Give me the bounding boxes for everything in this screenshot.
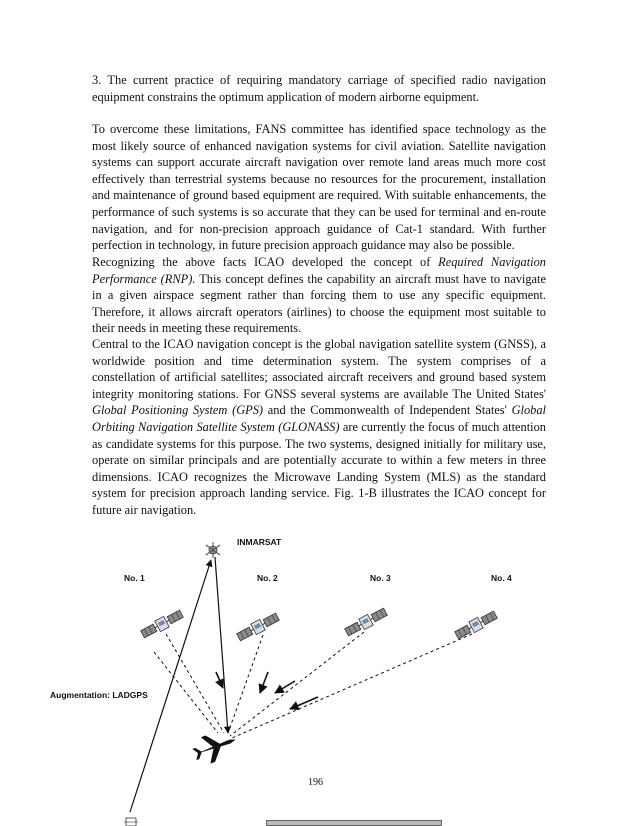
signal-line-sat-4 <box>232 634 472 738</box>
ground-to-inmarsat-link <box>130 560 211 812</box>
gnss-satellite-1-icon <box>140 608 184 639</box>
aircraft-icon <box>190 726 241 767</box>
direction-arrow-3 <box>275 681 295 693</box>
gnss-satellite-4-icon <box>454 609 498 640</box>
paragraph-mandatory-carriage: 3. The current practice of requiring mandatory carriage of specified radio navigation equipment constrains the optimum application of modern airborne equipment. <box>92 73 546 104</box>
signal-line-sat-3 <box>230 632 364 736</box>
glonass-term: Global Orbiting Navigation Satellite System (GLONASS) <box>92 403 546 434</box>
direction-arrow-4 <box>290 697 318 709</box>
satellite-label-3: No. 3 <box>370 573 391 583</box>
gnss-satellite-2-icon <box>236 611 280 642</box>
rnp-term: Required Navigation Performance (RNP). <box>92 255 547 286</box>
inmarsat-label: INMARSAT <box>237 537 282 547</box>
satellite-label-1: No. 1 <box>124 573 145 583</box>
direction-arrow-2 <box>260 672 268 693</box>
signal-line-sat-2 <box>228 635 263 733</box>
rnp-text-after: This concept defines the capability an aircraft must have to navigate in a given airspace segment rather than forcing them to use any specific equipment. Therefore, it allows aircraft operators (airlines) to choose the equipment most suitable to their needs in meeting these requirements. <box>92 271 546 336</box>
augmentation-label: Augmentation: LADGPS <box>50 690 148 700</box>
bottom-bar <box>266 820 442 826</box>
gps-term: Global Positioning System (GPS) <box>92 403 264 418</box>
gnss-text-3: are currently the focus of much attention as candidate systems for this purpose. The two systems, designed initially for military use, operate on similar principals and are potentially accurate to within a few meters in three dimensions. ICAO recognizes the Microwave Landing System (MLS) as the standard system for precision approach landing service. Fig. 1-B illustrates the ICAO concept for future air navigation. <box>92 419 547 517</box>
ground-station-icon <box>124 818 138 826</box>
direction-arrow-1 <box>216 672 223 688</box>
signal-line-sat-1 <box>166 634 224 733</box>
paragraph-space-technology: To overcome these limitations, FANS committee has identified space technology as the most likely source of enhanced navigation systems for civil aviation. Satellite navigation systems can support accurate aircraft navigation over remote land areas much more cost effectively than terrestrial systems because no resources for the procurement, installation and maintenance of ground based equipment are required. With suitable enhancements, the performance of such systems is so accurate that they can be used for terminal and en-route navigation, and for non-precision approach guidance of Cat-1 standard. With further perfection in technology, in future precision approach guidance may also be possible. <box>92 122 546 253</box>
satellite-label-4: No. 4 <box>491 573 512 583</box>
gnss-text-2: and the Commonwealth of Independent States' <box>263 403 512 418</box>
gnss-satellite-3-icon <box>344 606 388 637</box>
inmarsat-satellite-icon <box>206 542 220 558</box>
gnss-text-1: Central to the ICAO navigation concept is the global navigation satellite system (GNSS), a worldwide position and time determination system. The system comprises of a constellation of artificial satellites; associated aircraft receivers and ground based system integrity monitoring stations. For GNSS several systems are available The United States' <box>92 337 546 401</box>
inmarsat-to-aircraft-link <box>215 557 228 733</box>
page-number: 196 <box>308 777 323 788</box>
signal-line-ground <box>154 652 218 733</box>
satellite-label-2: No. 2 <box>257 573 278 583</box>
rnp-text-before: Recognizing the above facts ICAO developed the concept of <box>92 255 439 269</box>
